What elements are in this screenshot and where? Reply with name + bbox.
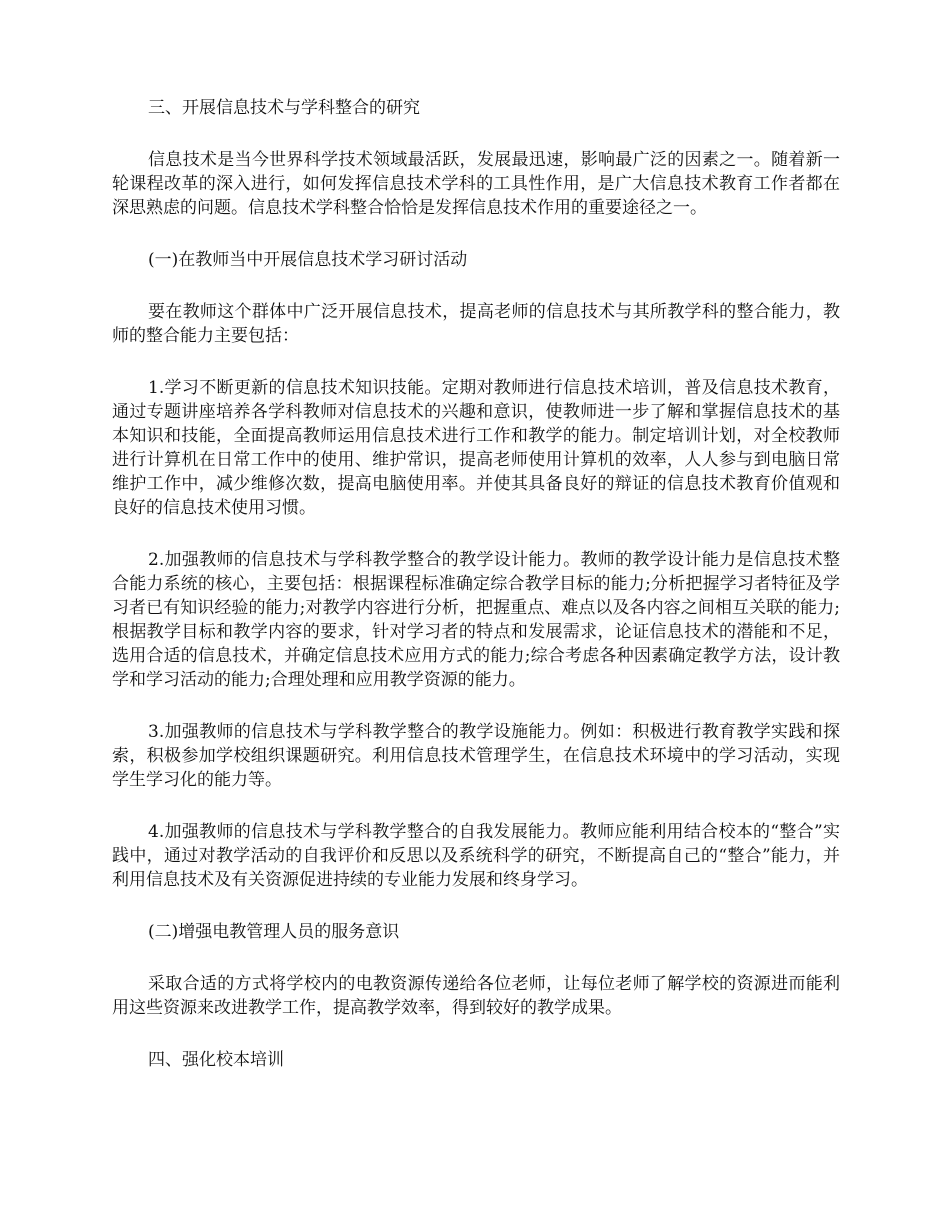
document-page (112, 96, 840, 1100)
section-heading-4: 四、强化校本培训 (148, 1050, 284, 1070)
paragraph-item-3: 3.加强教师的信息技术与学科教学整合的教学设施能力。例如：积极进行教育教学实践和探索，积极参加学校组织课题研究。利用信息技术管理学生，在信息技术环境中的学习活动，实现学生学习化的能力等。 (112, 722, 840, 790)
paragraph-item-4: 4.加强教师的信息技术与学科教学整合的自我发展能力。教师应能利用结合校本的“整合”实践中，通过对教学活动的自我评价和反思以及系统科学的研究，不断提高自己的“整合”能力，并利用信息技术及有关资源促进持续的专业能力发展和终身学习。 (112, 822, 840, 890)
paragraph-item-2: 2.加强教师的信息技术与学科教学整合的教学设计能力。教师的教学设计能力是信息技术整合能力系统的核心，主要包括：根据课程标准确定综合教学目标的能力;分析把握学习者特征及学习者已有知识经验的能力;对教学内容进行分析，把握重点、难点以及各内容之间相互关联的能力;根据教学目标和教学内容的要求，针对学习者的特点和发展需求，论证信息技术的潜能和不足，选用合适的信息技术，并确定信息技术应用方式的能力;综合考虑各种因素确定教学方法，设计教学和学习活动的能力;合理处理和应用教学资源的能力。 (112, 550, 840, 690)
subsection-heading-2: (二)增强电教管理人员的服务意识 (148, 922, 400, 942)
paragraph-item-1: 1.学习不断更新的信息技术知识技能。定期对教师进行信息技术培训，普及信息技术教育，通过专题讲座培养各学科教师对信息技术的兴趣和意识，使教师进一步了解和掌握信息技术的基本知识和技能，全面提高教师运用信息技术进行工作和教学的能力。制定培训计划，对全校教师进行计算机在日常工作中的使用、维护常识，提高老师使用计算机的效率，人人参与到电脑日常维护工作中，减少维修次数，提高电脑使用率。并使其具备良好的辩证的信息技术教育价值观和良好的信息技术使用习惯。 (112, 378, 840, 518)
paragraph-service: 采取合适的方式将学校内的电教资源传递给各位老师，让每位老师了解学校的资源进而能利用这些资源来改进教学工作，提高教学效率，得到较好的教学成果。 (112, 974, 840, 1018)
paragraph-abilities-lead: 要在教师这个群体中广泛开展信息技术，提高老师的信息技术与其所教学科的整合能力，教师的整合能力主要包括： (112, 302, 840, 346)
section-heading-3: 三、开展信息技术与学科整合的研究 (148, 98, 420, 118)
paragraph-intro: 信息技术是当今世界科学技术领域最活跃，发展最迅速，影响最广泛的因素之一。随着新一轮课程改革的深入进行，如何发挥信息技术学科的工具性作用，是广大信息技术教育工作者都在深思熟虑的问题。信息技术学科整合恰恰是发挥信息技术作用的重要途径之一。 (112, 150, 840, 218)
subsection-heading-1: (一)在教师当中开展信息技术学习研讨活动 (148, 250, 468, 270)
